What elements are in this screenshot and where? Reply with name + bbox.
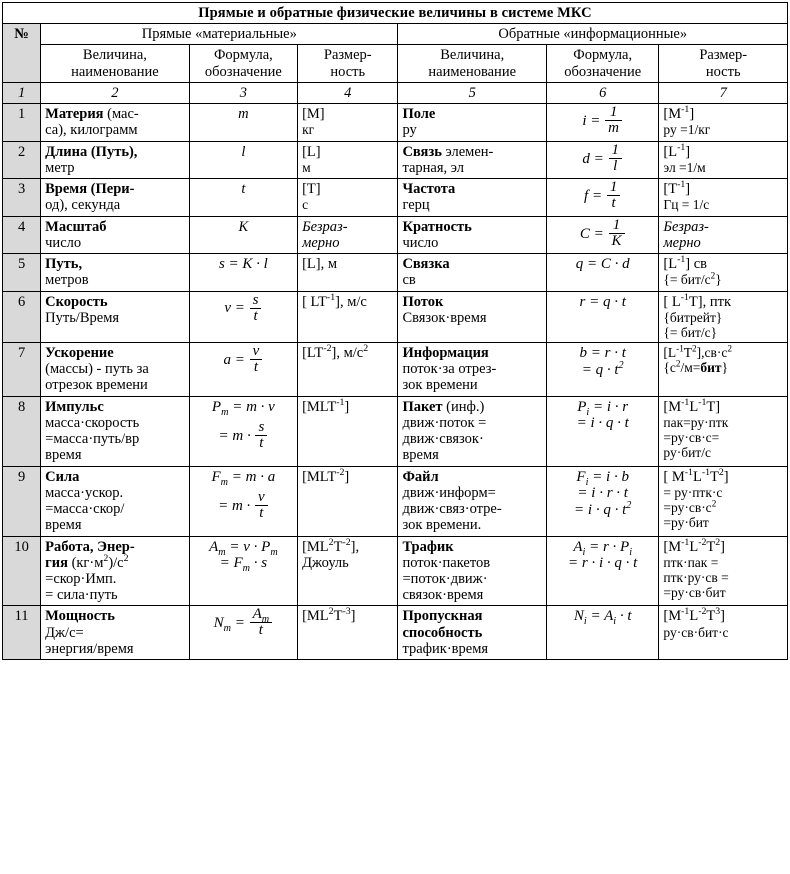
dimension-direct: [T] с xyxy=(298,179,398,216)
row-number: 6 xyxy=(3,291,41,342)
table-row xyxy=(3,606,788,660)
dimension-inverse: $[M^{-1}L^{-2}T^3]$ ру·св·бит·с xyxy=(659,606,788,660)
colnum-6: 6 xyxy=(546,82,658,103)
quantity-direct: Мощность Дж/с= энергия/время xyxy=(41,606,190,660)
dimension-direct: $[LT^{-2}]$, $м/с^2$ xyxy=(298,342,398,396)
group-header-direct: Прямые «материальные» xyxy=(41,24,398,45)
quantity-inverse: Пакет (инф.) движ·поток = движ·связок· время xyxy=(398,396,547,466)
formula-direct: l xyxy=(189,141,297,178)
quantity-inverse: Кратность число xyxy=(398,216,547,253)
dimension-direct: [L], м xyxy=(298,254,398,291)
formula-inverse: b = r · t = $q \cdot t^2$ xyxy=(546,342,658,396)
formula-inverse: $A_i = r \cdot P_i$ = r · i · q · t xyxy=(546,536,658,606)
dimension-inverse: [ $L^{-1}T$], птк {битрейт} {= бит/с} xyxy=(659,291,788,342)
table-row xyxy=(3,104,788,141)
quantity-inverse: Поток Связок·время xyxy=(398,291,547,342)
formula-inverse: f = $\frac{1}{t}$ xyxy=(546,179,658,216)
formula-direct: $N_m$ = $\frac{A_m}{t}$ xyxy=(189,606,297,660)
row-number: 7 xyxy=(3,342,41,396)
formula-direct: $A_m = v \cdot P_m$ = $F_m \cdot s$ xyxy=(189,536,297,606)
row-number: 8 xyxy=(3,396,41,466)
formula-direct: s = K · l xyxy=(189,254,297,291)
column-number-row xyxy=(3,82,788,103)
formula-direct: m xyxy=(189,104,297,141)
formula-direct: t xyxy=(189,179,297,216)
formula-inverse: r = q · t xyxy=(546,291,658,342)
dimension-inverse: $[M^{-1}L^{-2}T^2]$ птк·пак = птк·ру·св = =ру·св·бит xyxy=(659,536,788,606)
header-formula-direct: Формула, обозначение xyxy=(189,45,297,82)
formula-direct: $F_m = m \cdot a$ = m · $\frac{v}{t}$ xyxy=(189,466,297,536)
page-title: Прямые и обратные физические величины в системе МКС xyxy=(3,3,788,24)
quantity-direct: Импульс масса·скорость =масса·путь/вр время xyxy=(41,396,190,466)
dimension-inverse: Безраз- мерно xyxy=(659,216,788,253)
quantity-inverse: Трафик поток·пакетов =поток·движ· связок·время xyxy=(398,536,547,606)
dimension-direct: Безраз- мерно xyxy=(298,216,398,253)
colnum-4: 4 xyxy=(298,82,398,103)
table-row xyxy=(3,342,788,396)
colnum-1: 1 xyxy=(3,82,41,103)
table-row xyxy=(3,179,788,216)
formula-inverse: d = $\frac{1}{l}$ xyxy=(546,141,658,178)
formula-direct: a = $\frac{v}{t}$ xyxy=(189,342,297,396)
quantity-direct: Сила масса·ускор. =масса·скор/ время xyxy=(41,466,190,536)
quantity-direct: Скорость Путь/Время xyxy=(41,291,190,342)
quantity-inverse: Файл движ·информ= движ·связ·отре- зок времени. xyxy=(398,466,547,536)
quantity-direct: Путь, метров xyxy=(41,254,190,291)
quantity-direct: Материя (мас- са), килограмм xyxy=(41,104,190,141)
quantity-direct: Ускорение (массы) - путь за отрезок времени xyxy=(41,342,190,396)
quantity-direct: Время (Пери- од), секунда xyxy=(41,179,190,216)
row-number: 5 xyxy=(3,254,41,291)
group-header-inverse: Обратные «информационные» xyxy=(398,24,788,45)
dimension-direct: $[ML^2T^{-3}]$ xyxy=(298,606,398,660)
formula-inverse: i = $\frac{1}{m}$ xyxy=(546,104,658,141)
dimension-inverse: $[L^{-1}T^2],св\cdot с^2$ $\{с^2/м=бит\}$ xyxy=(659,342,788,396)
row-number: 4 xyxy=(3,216,41,253)
table-row xyxy=(3,141,788,178)
table-row xyxy=(3,216,788,253)
dimension-direct: [L] м xyxy=(298,141,398,178)
quantity-inverse: Пропускная способность трафик·время xyxy=(398,606,547,660)
group-header-row xyxy=(3,24,788,45)
quantity-direct: Длина (Путь), метр xyxy=(41,141,190,178)
formula-direct: v = $\frac{s}{t}$ xyxy=(189,291,297,342)
formula-direct: K xyxy=(189,216,297,253)
quantity-direct: Работа, Энер- гия $(кг\cdot м^2)/с^2$ =скор·Имп. = сила·путь xyxy=(41,536,190,606)
table-row xyxy=(3,254,788,291)
dimension-inverse: [ $M^{-1}L^{-1}T^2$] = ру·птк·с $=ру\cdot св\cdot с^2$ =ру·бит xyxy=(659,466,788,536)
formula-inverse: C = $\frac{1}{K}$ xyxy=(546,216,658,253)
header-quantity-inverse: Величина, наименование xyxy=(398,45,547,82)
dimension-inverse: $[M^{-1}L^{-1}T]$ пак=ру·птк =ру·св·с= ру·бит/с xyxy=(659,396,788,466)
dimension-inverse: $[L^{-1}]$ эл =1/м xyxy=(659,141,788,178)
dimension-inverse: $[M^{-1}]$ ру =1/кг xyxy=(659,104,788,141)
row-number: 3 xyxy=(3,179,41,216)
quantity-inverse: Связь элемен- тарная, эл xyxy=(398,141,547,178)
row-number: 1 xyxy=(3,104,41,141)
table-row xyxy=(3,536,788,606)
table-row xyxy=(3,466,788,536)
formula-direct: $P_m = m \cdot v$ = m · $\frac{s}{t}$ xyxy=(189,396,297,466)
formula-inverse: $F_i = i \cdot b$ = i · r · t = $i \cdot q \cdot t^2$ xyxy=(546,466,658,536)
dimension-inverse: $[T^{-1}]$ Гц = 1/с xyxy=(659,179,788,216)
table-row xyxy=(3,291,788,342)
dimension-direct: $[MLT^{-2}]$ xyxy=(298,466,398,536)
dimension-inverse: $[L^{-1}]$ св {= бит/$с^2$} xyxy=(659,254,788,291)
quantity-direct: Масштаб число xyxy=(41,216,190,253)
formula-inverse: $P_i = i \cdot r$ = i · q · t xyxy=(546,396,658,466)
row-number: 10 xyxy=(3,536,41,606)
quantity-inverse: Поле ру xyxy=(398,104,547,141)
quantity-inverse: Частота герц xyxy=(398,179,547,216)
header-quantity-direct: Величина, наименование xyxy=(41,45,190,82)
header-dimension-inverse: Размер- ность xyxy=(659,45,788,82)
header-dimension-direct: Размер- ность xyxy=(298,45,398,82)
quantity-inverse: Информация поток·за отрез- зок времени xyxy=(398,342,547,396)
header-formula-inverse: Формула, обозначение xyxy=(546,45,658,82)
header-number: № xyxy=(3,24,41,83)
formula-inverse: $N_i = A_i \cdot t$ xyxy=(546,606,658,660)
table-title-row xyxy=(3,3,788,24)
dimension-direct: $[MLT^{-1}]$ xyxy=(298,396,398,466)
row-number: 2 xyxy=(3,141,41,178)
colnum-2: 2 xyxy=(41,82,190,103)
colnum-5: 5 xyxy=(398,82,547,103)
dimension-direct: [M] кг xyxy=(298,104,398,141)
colnum-3: 3 xyxy=(189,82,297,103)
row-number: 9 xyxy=(3,466,41,536)
formula-inverse: q = C · d xyxy=(546,254,658,291)
physics-quantities-table xyxy=(2,2,788,660)
table-row xyxy=(3,396,788,466)
column-header-row xyxy=(3,45,788,82)
colnum-7: 7 xyxy=(659,82,788,103)
dimension-direct: [ $LT^{-1}$], м/с xyxy=(298,291,398,342)
row-number: 11 xyxy=(3,606,41,660)
quantity-inverse: Связка св xyxy=(398,254,547,291)
dimension-direct: $[ML^2T^{-2}]$, Джоуль xyxy=(298,536,398,606)
